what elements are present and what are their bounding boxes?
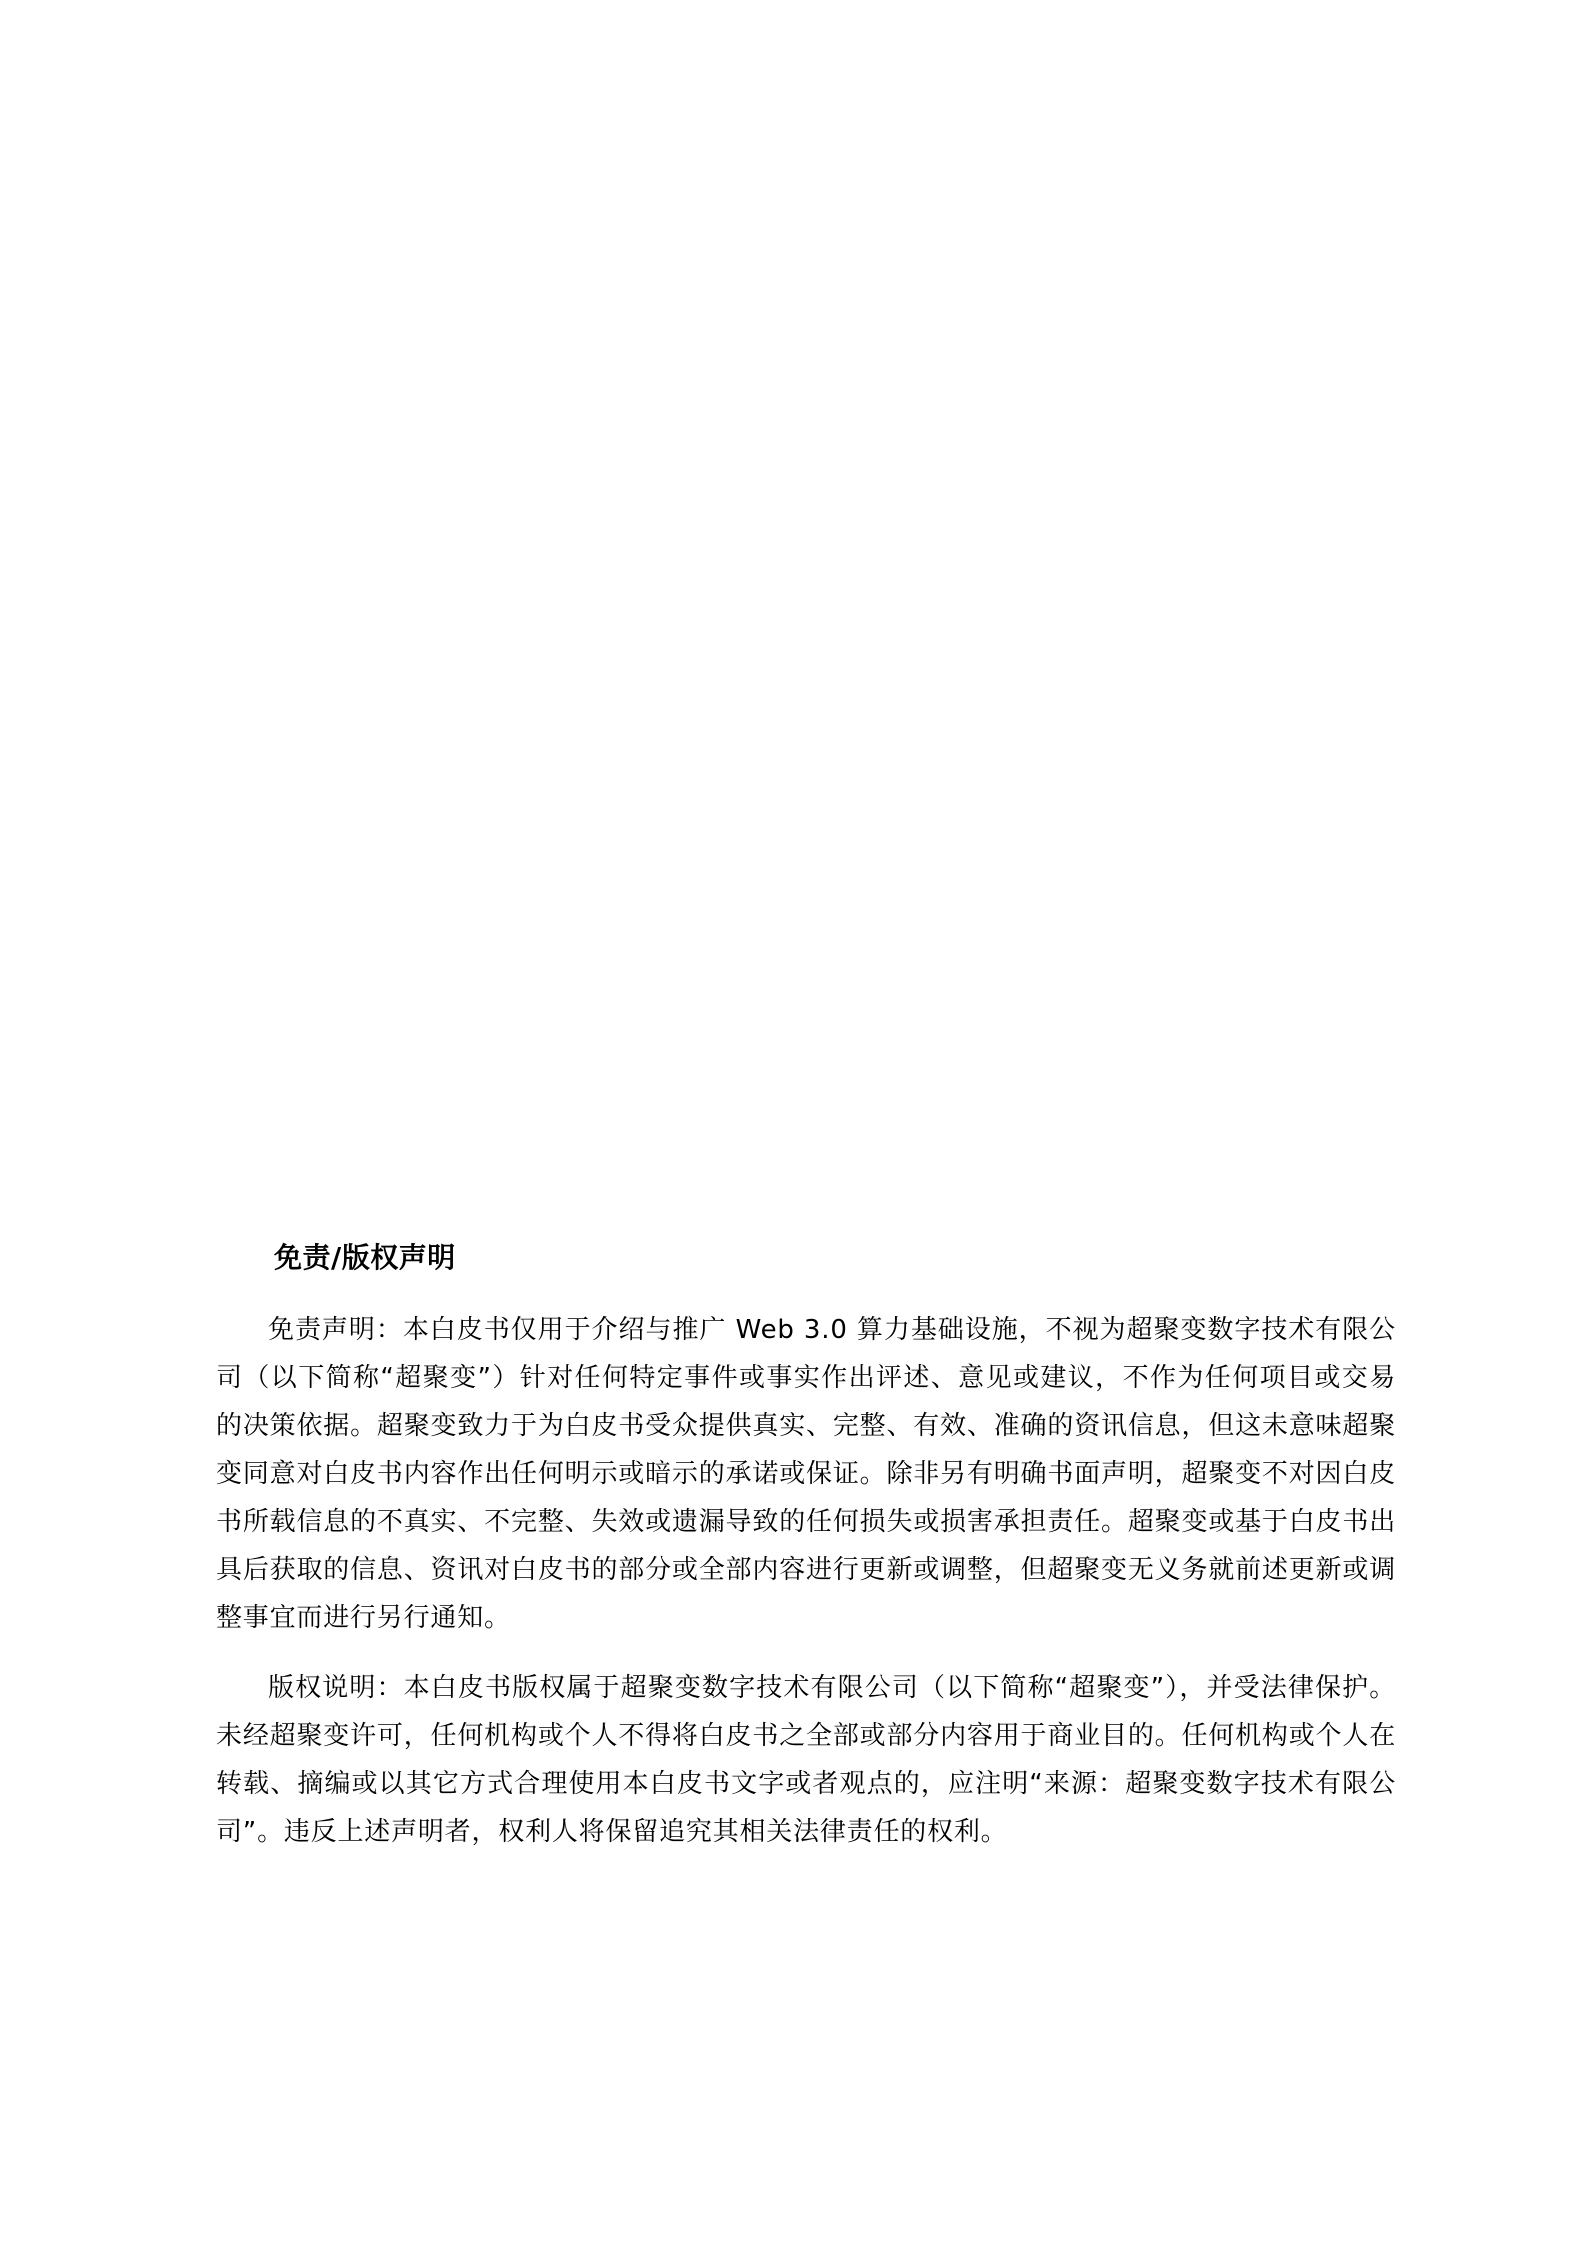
section-title: 免责/版权声明 (274, 1241, 456, 1274)
disclaimer-paragraph: 免责声明：本白皮书仅用于介绍与推广 Web 3.0 算力基础设施，不视为超聚变数字技术有限公司（以下简称“超聚变”）针对任何特定事件或事实作出评述、意见或建议，不作为任何项目或交易的决策依据。超聚变致力于为白皮书受众提供真实、完整、有效、准确的资讯信息，但这未意味超聚变同意对白皮书内容作出任何明示或暗示的承诺或保证。除非另有明确书面声明，超聚变不对因白皮书所载信息的不真实、不完整、失效或遗漏导致的任何损失或损害承担责任。超聚变或基于白皮书出具后获取的信息、资讯对白皮书的部分或全部内容进行更新或调整，但超聚变无义务就前述更新或调整事宜而进行另行通知。 (216, 1315, 1396, 1633)
disclaimer-copyright-section (216, 1228, 1396, 1856)
copyright-paragraph: 版权说明：本白皮书版权属于超聚变数字技术有限公司（以下简称“超聚变”），并受法律保护。未经超聚变许可，任何机构或个人不得将白皮书之全部或部分内容用于商业目的。任何机构或个人在转载、摘编或以其它方式合理使用本白皮书文字或者观点的，应注明“来源：超聚变数字技术有限公司”。违反上述声明者，权利人将保留追究其相关法律责任的权利。 (216, 1673, 1396, 1847)
